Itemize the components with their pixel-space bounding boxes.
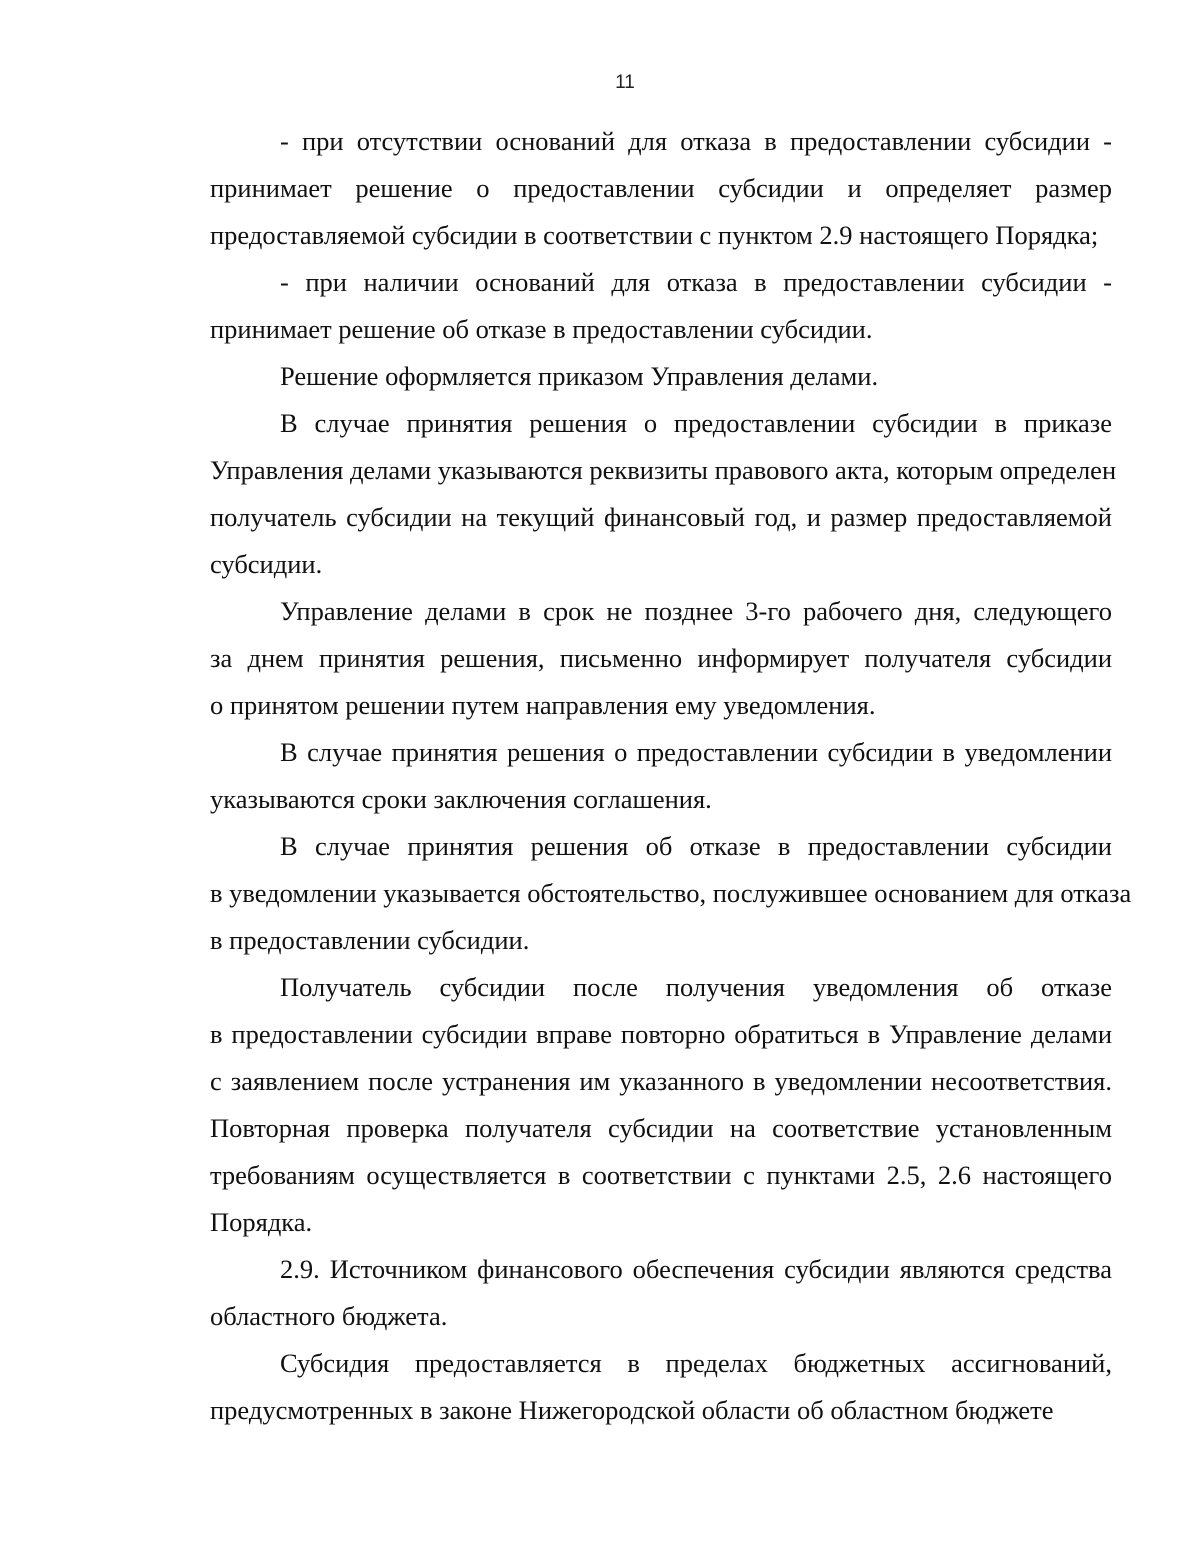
- text-line: указываются сроки заключения соглашения.: [210, 784, 712, 814]
- text-line: 2.9. Источником финансового обеспечения субсидии являются средства: [280, 1254, 1112, 1284]
- text-line: Решение оформляется приказом Управления делами.: [280, 361, 879, 391]
- text-line: В случае принятия решения о предоставлении субсидии в уведомлении: [280, 737, 1112, 767]
- text-line: за днем принятия решения, письменно информирует получателя субсидии: [210, 643, 1112, 673]
- text-line: Получатель субсидии после получения уведомления об отказе: [280, 972, 1112, 1002]
- text-line: в предоставлении субсидии.: [210, 925, 530, 955]
- text-line: областного бюджета.: [210, 1301, 448, 1331]
- text-line: Субсидия предоставляется в пределах бюджетных ассигнований,: [280, 1348, 1112, 1378]
- text-line: Управления делами указываются реквизиты правового акта, которым определен: [210, 455, 1117, 485]
- text-line: принимает решение об отказе в предоставлении субсидии.: [210, 314, 873, 344]
- paragraph: [140, 823, 1132, 964]
- paragraph: [140, 588, 1112, 729]
- paragraph: [140, 353, 1112, 400]
- text-line: Порядка.: [210, 1207, 313, 1237]
- text-line: Управление делами в срок не позднее 3-го рабочего дня, следующего: [280, 596, 1112, 626]
- text-line: предоставляемой субсидии в соответствии с пунктом 2.9 настоящего Порядка;: [210, 220, 1099, 250]
- text-line: В случае принятия решения о предоставлении субсидии в приказе: [280, 408, 1112, 438]
- text-line: в предоставлении субсидии вправе повторно обратиться в Управление делами: [210, 1019, 1112, 1049]
- page-number: 11: [615, 72, 635, 93]
- text-line: - при наличии оснований для отказа в предоставлении субсидии -: [280, 267, 1112, 297]
- paragraph: [140, 259, 1112, 353]
- paragraph: [140, 118, 1112, 259]
- text-line: требованиям осуществляется в соответствии с пунктами 2.5, 2.6 настоящего: [210, 1160, 1112, 1190]
- document-body: [140, 118, 1132, 1434]
- text-line: принимает решение о предоставлении субсидии и определяет размер: [210, 173, 1112, 203]
- paragraph: [140, 964, 1112, 1246]
- text-line: субсидии.: [210, 549, 323, 579]
- text-line: в уведомлении указывается обстоятельство, послужившее основанием для отказа: [210, 878, 1132, 908]
- text-line: с заявлением после устранения им указанного в уведомлении несоответствия.: [210, 1066, 1112, 1096]
- text-line: - при отсутствии оснований для отказа в предоставлении субсидии -: [280, 126, 1112, 156]
- paragraph: [140, 1246, 1112, 1340]
- paragraph: [140, 729, 1112, 823]
- text-line: Повторная проверка получателя субсидии на соответствие установленным: [210, 1113, 1112, 1143]
- text-line: предусмотренных в законе Нижегородской области об областном бюджете: [210, 1395, 1054, 1425]
- text-line: о принятом решении путем направления ему уведомления.: [210, 690, 876, 720]
- text-line: получатель субсидии на текущий финансовый год, и размер предоставляемой: [210, 502, 1112, 532]
- paragraph: [140, 400, 1117, 588]
- paragraph: [140, 1340, 1112, 1434]
- text-line: В случае принятия решения об отказе в предоставлении субсидии: [280, 831, 1112, 861]
